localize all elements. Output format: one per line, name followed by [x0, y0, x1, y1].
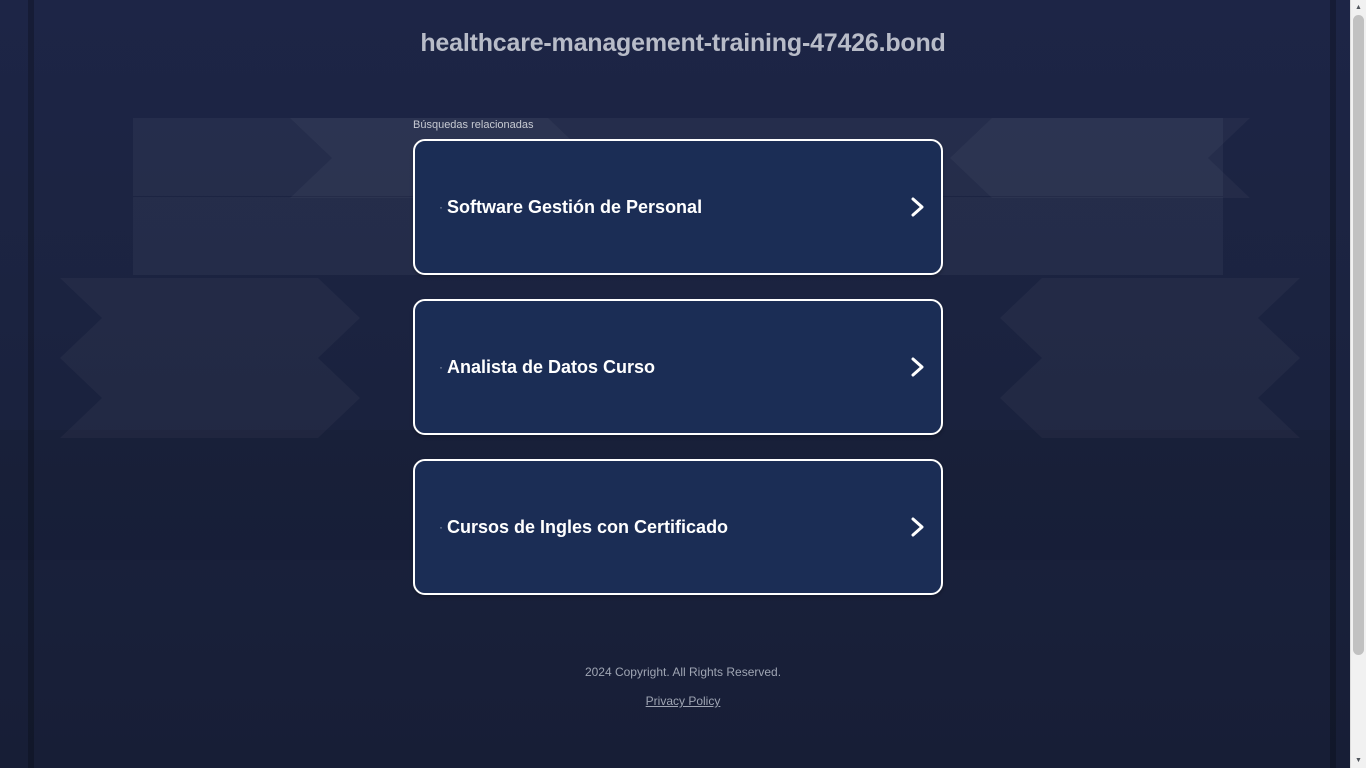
scrollbar-thumb[interactable]	[1353, 15, 1364, 655]
list-item[interactable]	[413, 299, 943, 435]
chevron-right-icon[interactable]	[895, 356, 941, 378]
related-searches-list	[413, 139, 943, 595]
footer	[0, 665, 1366, 710]
list-item-label: Analista de Datos Curso	[447, 356, 656, 377]
bullet-marker: ·	[439, 520, 443, 534]
copyright-text: 2024 Copyright. All Rights Reserved.	[584, 665, 782, 679]
scrollbar[interactable]	[1350, 0, 1366, 768]
list-item[interactable]	[413, 459, 943, 595]
bullet-marker: ·	[439, 200, 443, 214]
privacy-policy-link[interactable]: Privacy Policy	[645, 694, 721, 708]
page-title: healthcare-management-training-47426.bond	[420, 29, 946, 57]
chevron-right-icon[interactable]	[895, 196, 941, 218]
list-item[interactable]	[413, 139, 943, 275]
chevron-right-icon[interactable]	[895, 516, 941, 538]
list-item-label: Cursos de Ingles con Certificado	[447, 516, 729, 537]
scroll-up-arrow-icon[interactable]: ▲	[1351, 0, 1366, 15]
related-searches-label: Búsquedas relacionadas	[413, 119, 534, 131]
list-item-label: Software Gestión de Personal	[447, 196, 703, 217]
scroll-down-arrow-icon[interactable]: ▼	[1351, 753, 1366, 768]
bullet-marker: ·	[439, 360, 443, 374]
